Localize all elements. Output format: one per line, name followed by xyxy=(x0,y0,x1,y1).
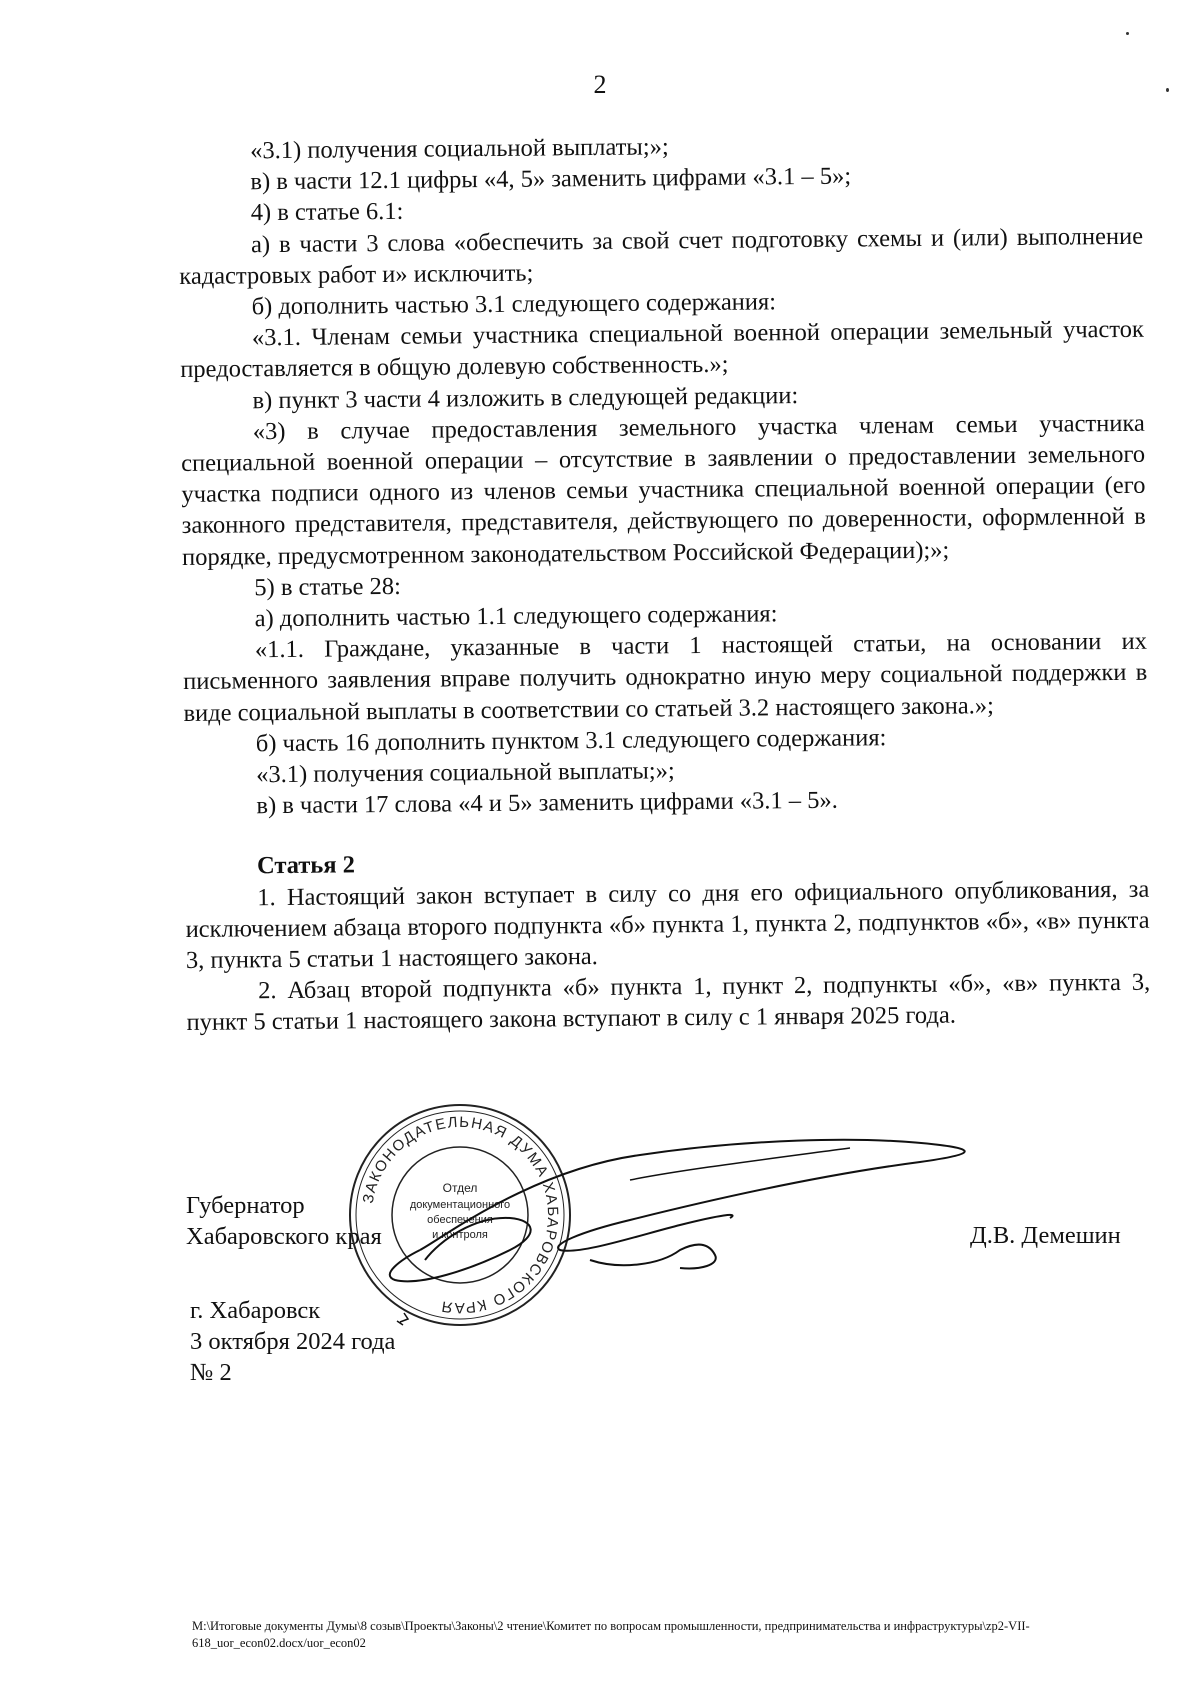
article-2-paragraph: 2. Абзац второй подпункта «б» пункта 1, пункт 2, подпункты «б», «в» пункта 3, пункт 5 статьи 1 настоящего закона вступают в силу с 1 января 2025 года. xyxy=(186,968,1151,1037)
paragraph: «3.1. Членам семьи участника специальной военной операции земельный участок предоставляется в общую долевую собственность.»; xyxy=(180,315,1145,384)
signer-name: Д.В. Демешин xyxy=(970,1222,1121,1249)
file-path-footer: M:\Итоговые документы Думы\8 созыв\Проекты\Законы\2 чтение\Комитет по вопросам промышленности, предпринимательства и инфраструктуры\zp2-VII-618_uor_econ02.docx/uor_econ02 xyxy=(192,1619,1030,1650)
paragraph: в) в части 12.1 цифры «4, 5» заменить цифрами «3.1 – 5»; xyxy=(250,162,852,196)
paragraph: «3.1) получения социальной выплаты;»; xyxy=(256,757,675,789)
paragraph: «3.1) получения социальной выплаты;»; xyxy=(250,133,669,165)
date: 3 октября 2024 года xyxy=(190,1328,396,1355)
paragraph: в) пункт 3 части 4 изложить в следующей редакции: xyxy=(252,381,799,414)
paragraph: б) дополнить частью 3.1 следующего содержания: xyxy=(251,288,777,321)
handwritten-signature-icon xyxy=(380,1100,1000,1330)
article-2-paragraph: 1. Настоящий закон вступает в силу со дня его официального опубликования, за исключением абзаца второго подпункта «б» пункта 1, пункта 2, подпунктов «б», «в» пункта 3, пункта 5 статьи 1 настоящего закона. xyxy=(185,875,1150,975)
paragraph: «3) в случае предоставления земельного участка членам семьи участника специальной военной операции – отсутствие в заявлении о предоставлении земельного участка подписи одного из членов семьи участника специальной военной операции (его законного представителя, представителя, действующего по доверенности, оформленной в порядке, предусмотренном законодательством Российской Федерации);»; xyxy=(181,409,1146,571)
svg-text:и контроля: и контроля xyxy=(432,1229,488,1241)
paragraph: в) в части 17 слова «4 и 5» заменить цифрами «3.1 – 5». xyxy=(256,786,838,820)
paragraph: а) дополнить частью 1.1 следующего содержания: xyxy=(254,600,778,633)
paragraph: «1.1. Граждане, указанные в части 1 настоящей статьи, на основании их письменного заявления вправе получить однократно иную меру социальной поддержки в виде социальной выплаты в соответствии со статьей 3.2 настоящего закона.»; xyxy=(183,627,1148,727)
scan-speck xyxy=(1126,32,1129,35)
paragraph: а) в части 3 слова «обеспечить за свой счет подготовку схемы и (или) выполнение кадастровых работ и» исключить; xyxy=(179,222,1144,290)
document-body xyxy=(178,127,1151,1039)
svg-text:Отдел: Отдел xyxy=(442,1181,478,1195)
paragraph: 5) в статье 28: xyxy=(254,572,402,602)
article-2-title: Статья 2 xyxy=(256,851,356,880)
svg-text:ЗАКОНОДАТЕЛЬНАЯ ДУМА ХАБАРОВСК: ЗАКОНОДАТЕЛЬНАЯ ДУМА ХАБАРОВСКОГО КРАЯ xyxy=(359,1113,562,1317)
position-line: Хабаровского края xyxy=(186,1223,382,1250)
scan-speck xyxy=(1166,88,1169,92)
page-number: 2 xyxy=(593,70,607,99)
paragraph: б) часть 16 дополнить пунктом 3.1 следующего содержания: xyxy=(255,724,887,758)
place: г. Хабаровск xyxy=(190,1297,321,1324)
document-number: № 2 xyxy=(190,1359,232,1386)
position-line: Губернатор xyxy=(186,1192,305,1219)
svg-text:документационного: документационного xyxy=(409,1199,511,1211)
paragraph: 4) в статье 6.1: xyxy=(250,198,404,227)
svg-text:обеспечения: обеспечения xyxy=(427,1214,493,1226)
